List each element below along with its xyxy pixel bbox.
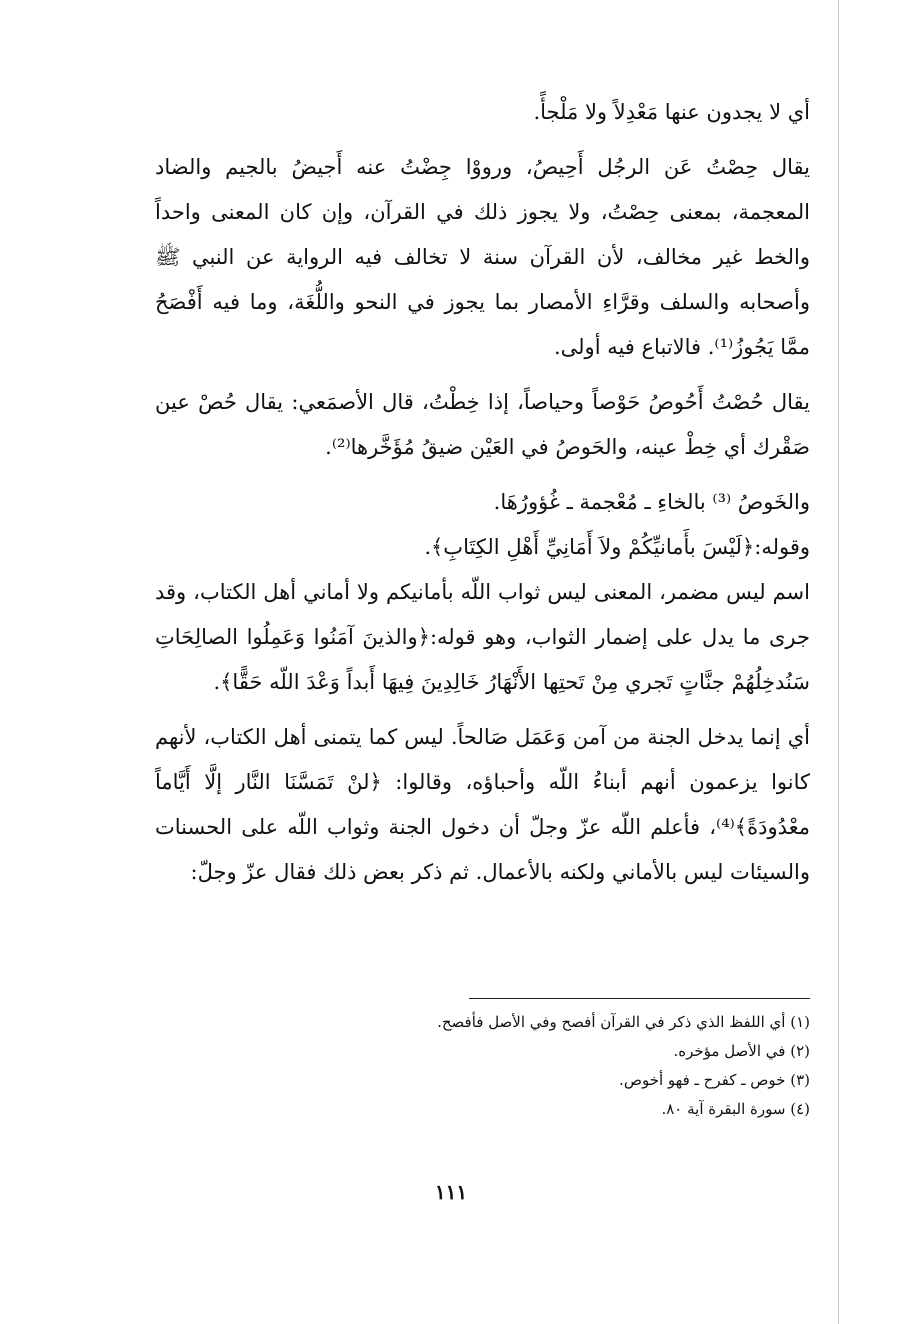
footnote-2: (٢) في الأصل مؤخره. <box>673 1042 810 1060</box>
page-number: ١١١ <box>434 1180 468 1204</box>
paragraph-7: أي إنما يدخل الجنة من آمن وَعَمَل صَالحاً. ليس كما يتمنى أهل الكتاب، لأنهم كانوا يزعمون أنهم أبناءُ اللّه وأحباؤه، وقالوا: ﴿لنْ تَمَسَّنَا النَّار إلَّا أَيَّاماً معْدُودَةً﴾⁽⁴⁾، فأعلم اللّه عزّ وجلّ أن دخول الجنة وثواب اللّه على الحسنات والسيئات ليس بالأماني ولكنه بالأعمال. ثم ذكر بعض ذلك فقال عزّ وجلّ: <box>155 725 810 884</box>
paragraph-1: أي لا يجدون عنها مَعْدِلاً ولا مَلْجأً. <box>533 100 810 124</box>
footnote-4: (٤) سورة البقرة آية ٨٠. <box>661 1100 810 1118</box>
paragraph-4: والخَوصُ ⁽³⁾ بالخاءِ ـ مُعْجمة ـ غُؤورُهَا. <box>493 490 810 514</box>
paragraph-2: يقال حِصْتُ عَن الرجُل أَحِيصُ، ورووْا جِضْتُ عنه أَجيضُ بالجيم والضاد المعجمة، بمعنى حِصْتُ، ولا يجوز ذلك في القرآن، وإن كان المعنى واحداً والخط غير مخالف، لأن القرآن سنة لا تخالف فيه الرواية عن النبي ﷺ وأصحابه والسلف وقرَّاءِ الأمصار بما يجوز في النحو واللُّغَة، وما فيه أَفْصَحُ ممَّا يَجُوزُ⁽¹⁾. فالاتباع فيه أولى. <box>155 155 810 359</box>
main-text <box>155 90 810 895</box>
paragraph-5: وقوله:﴿لَيْسَ بأَمانيِّكُمْ ولاَ أَمَانِيِّ أَهْلِ الكِتَابِ﴾. <box>424 535 810 559</box>
footnote-separator <box>469 998 810 999</box>
page-edge-line <box>838 0 839 1324</box>
footnote-1: (١) أي اللفظ الذي ذكر في القرآن أفصح وفي الأصل فأفصح. <box>437 1013 810 1031</box>
paragraph-6: اسم ليس مضمر، المعنى ليس ثواب اللّه بأمانيكم ولا أماني أهل الكتاب، وقد جرى ما يدل على إضمار الثواب، وهو قوله:﴿والذينَ آمَنُوا وَعَمِلُوا الصالِحَاتِ سَنُدخِلُهُمْ جنَّاتٍ تَجري مِنْ تَحتِها الأَنْهَارُ خَالِدِينَ فِيهَا أَبداً وَعْدَ اللّه حَقًّا﴾. <box>155 580 810 694</box>
paragraph-3: يقال حُصْتُ أَحُوصُ حَوْصاً وحياصاً، إذا خِطْتُ، قال الأصمَعي: يقال حُصْ عين صَقْرك أي خِطْ عينه، والحَوصُ في العَيْن ضيقُ مُؤَخَّرها⁽²⁾. <box>155 390 810 459</box>
footnotes <box>300 1008 810 1124</box>
footnote-3: (٣) خوص ـ كفرح ـ فهو أخوص. <box>619 1071 810 1089</box>
